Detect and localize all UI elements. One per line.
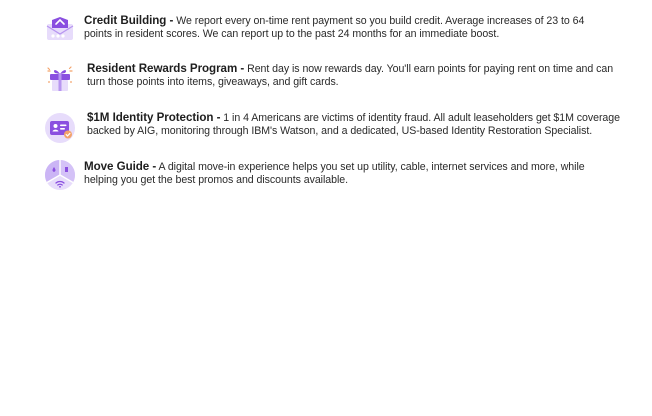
feature-resident-rewards [44,60,614,90]
feature-identity-protection [44,109,620,139]
feature-title: Resident Rewards Program - [87,62,245,75]
feature-description: A digital move-in experience helps you set up utility, cable, internet services and more, while helping you get the best promos and discounts available. [84,161,585,186]
feature-text [87,62,617,89]
credit-building-icon [44,14,76,46]
move-guide-icon [44,159,76,191]
feature-text [84,160,614,187]
feature-title: Move Guide - [84,160,157,173]
feature-description: We report every on-time rent payment so you build credit. Average increases of 23 to 64 points in resident scores. We can report up to the past 24 months for an immediate boost. [84,15,585,40]
feature-text [87,111,621,138]
feature-description: Rent day is now rewards day. You'll earn points for paying rent on time and can turn those points into items, giveaways, and gift cards. [87,63,614,88]
feature-move-guide [44,158,614,188]
gift-icon [44,62,76,94]
feature-credit-building [44,12,614,42]
feature-text [84,14,614,41]
feature-title: $1M Identity Protection - [87,111,221,124]
id-card-icon [44,112,76,144]
feature-description: 1 in 4 Americans are victims of identity fraud. All adult leaseholders get $1M coverage backed by AIG, monitoring through IBM's Watson, and a dedicated, US-based Identity Restoration Specialist. [87,112,620,137]
feature-title: Credit Building - [84,14,174,27]
